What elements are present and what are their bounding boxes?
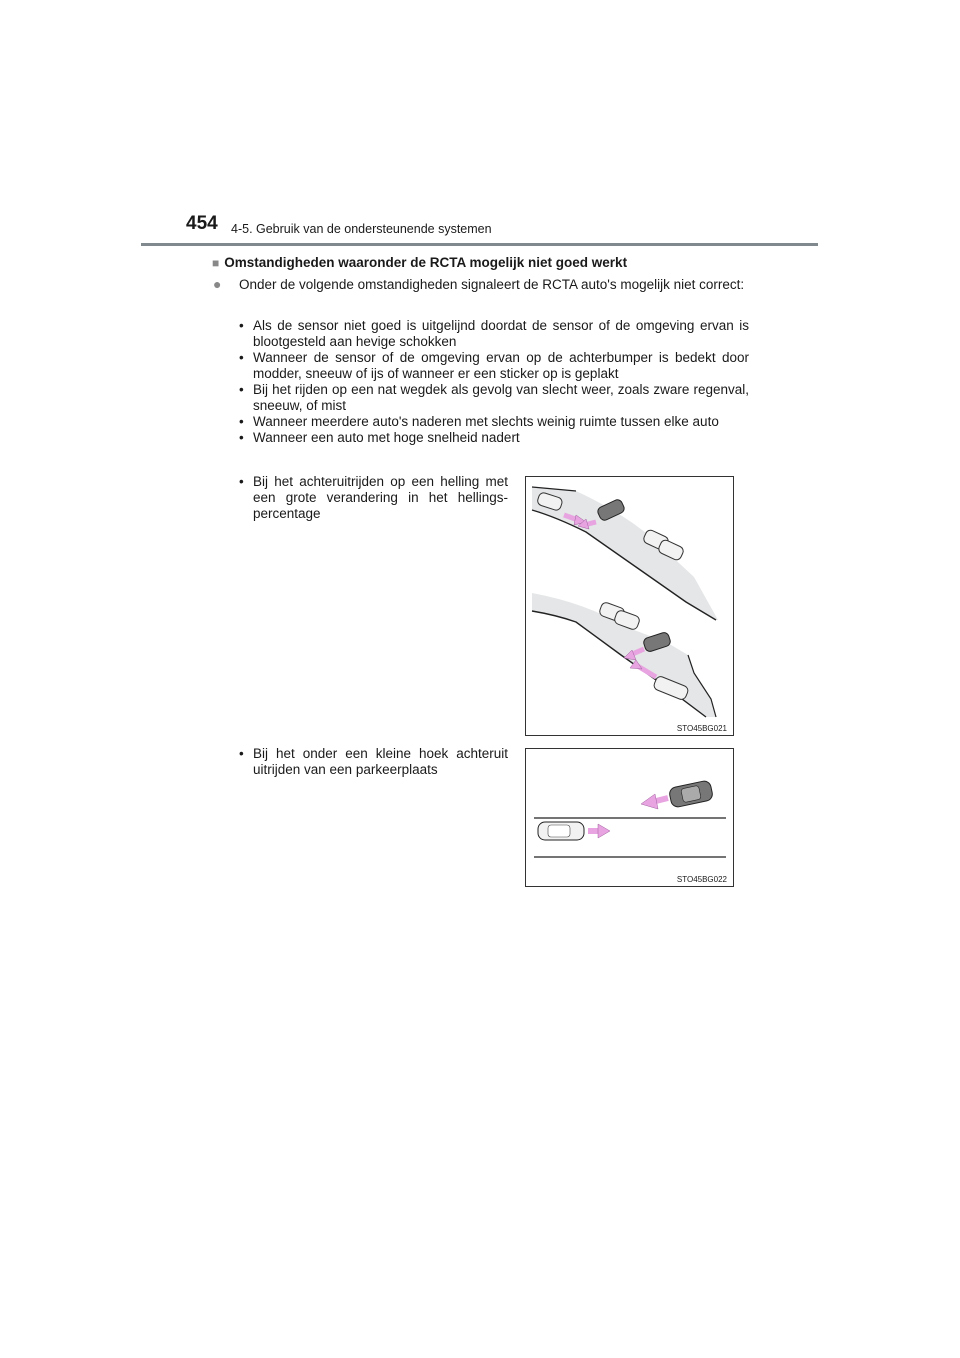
subsection-heading <box>212 255 627 270</box>
figure-parking <box>525 748 734 887</box>
figure1-caption: • Bij het achteruitrijden op een helling met een grote verandering in het hellings-percentage <box>239 474 508 522</box>
square-bullet-icon: ■ <box>212 256 220 270</box>
figure-code: STO45BG022 <box>676 875 727 884</box>
figure2-caption: • Bij het onder een kleine hoek achteruit uitrijden van een parkeerplaats <box>239 746 508 778</box>
circle-bullet-icon: ● <box>213 276 222 292</box>
page-number: 454 <box>186 213 218 234</box>
header-divider <box>141 243 818 246</box>
list-item: • Wanneer de sensor of de omgeving ervan op de achterbumper is bedekt door modder, sneeuw of ijs of wanneer er een sticker op is geplakt <box>239 350 749 382</box>
parking-illustration <box>526 749 733 886</box>
heading-text: Omstandigheden waaronder de RCTA mogelijk niet goed werkt <box>224 255 628 270</box>
condition-list <box>239 318 749 446</box>
section-title: 4-5. Gebruik van de ondersteunende systemen <box>231 222 492 236</box>
approach-arrow-icon <box>588 824 610 838</box>
list-item: • Wanneer een auto met hoge snelheid nadert <box>239 430 749 446</box>
approach-arrow-icon <box>641 794 668 809</box>
car-icon <box>668 780 713 808</box>
figure-slope <box>525 476 734 736</box>
slope-illustration <box>526 477 733 735</box>
list-item: • Als de sensor niet goed is uitgelijnd doordat de sensor of de omgeving ervan is blootgesteld aan hevige schokken <box>239 318 749 350</box>
lead-text: Onder de volgende omstandigheden signaleert de RCTA auto's mogelijk niet correct: <box>239 277 745 292</box>
lead-paragraph <box>213 276 749 293</box>
figure-code: STO45BG021 <box>676 724 727 733</box>
car-icon <box>538 822 584 840</box>
list-item: • Bij het rijden op een nat wegdek als gevolg van slecht weer, zoals zware regenval, sneeuw, of mist <box>239 382 749 414</box>
list-item: • Wanneer meerdere auto's naderen met slechts weinig ruimte tussen elke auto <box>239 414 749 430</box>
